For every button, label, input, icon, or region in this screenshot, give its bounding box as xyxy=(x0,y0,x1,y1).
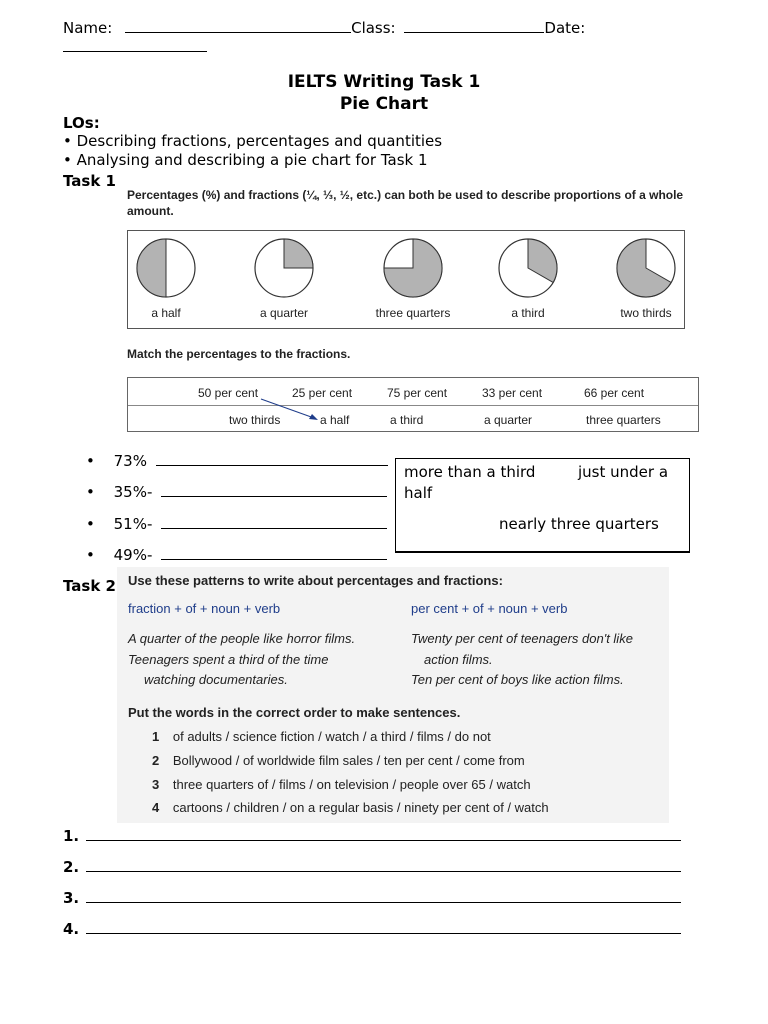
task1-intro: Percentages (%) and fractions (¼, ⅓, ½, etc.) can both be used to describe proportions of a whole amount. xyxy=(127,188,684,218)
pie-half xyxy=(137,239,195,297)
pie-quarter-wedge xyxy=(284,239,313,268)
example-match-arrow xyxy=(128,378,700,433)
pie-label-quarter: a quarter xyxy=(259,306,309,320)
task1-image-panel xyxy=(118,180,702,436)
fraction-two-thirds: two thirds xyxy=(229,413,281,427)
bullet-51-answer[interactable] xyxy=(161,515,387,529)
bullet-73-answer[interactable] xyxy=(156,452,388,466)
answer-row-1: 1. xyxy=(63,827,681,845)
los-heading: LOs: xyxy=(63,114,100,132)
bullet-35-label: 35%- xyxy=(113,483,153,501)
bullet-51-label: 51%- xyxy=(113,515,153,533)
pie-three-quarters xyxy=(384,239,442,297)
order-item-1: 1 of adults / science fiction / watch / a third / films / do not xyxy=(152,729,491,744)
pie-third xyxy=(499,239,557,297)
bullet-73-label: 73% xyxy=(113,452,147,470)
answer-row-2: 2. xyxy=(63,858,681,876)
task2-label: Task 2 xyxy=(63,577,116,595)
pie-label-half: a half xyxy=(151,306,181,320)
percent-75: 75 per cent xyxy=(387,386,448,400)
task2-intro: Use these patterns to write about percentages and fractions: xyxy=(128,573,503,588)
pie-label-three-quarters: three quarters xyxy=(375,306,451,320)
pattern-fraction: fraction + of + noun + verb xyxy=(128,601,281,616)
pie-chart-row xyxy=(128,235,684,305)
bullet-73: • 73% xyxy=(86,452,388,470)
answer-line-2[interactable] xyxy=(86,858,681,872)
fraction-a-half: a half xyxy=(320,413,350,427)
answer-line-1[interactable] xyxy=(86,827,681,841)
class-field[interactable] xyxy=(404,19,544,33)
example-2b: action films. xyxy=(424,652,493,667)
bullet-51: • 51%- xyxy=(86,515,387,533)
example-2c: Ten per cent of boys like action films. xyxy=(411,672,624,687)
los-item-2: • Analysing and describing a pie chart for Task 1 xyxy=(63,151,428,169)
fraction-a-third: a third xyxy=(390,413,424,427)
pie-examples-box xyxy=(127,230,685,329)
pie-two-thirds xyxy=(617,239,675,297)
page-subtitle: Pie Chart xyxy=(339,94,429,114)
task2-image-panel xyxy=(117,567,669,823)
order-item-4: 4 cartoons / children / on a regular basis / ninety per cent of / watch xyxy=(152,800,549,815)
fraction-three-quarters: three quarters xyxy=(586,413,661,427)
example-1c: watching documentaries. xyxy=(144,672,288,687)
name-field[interactable] xyxy=(125,19,351,33)
bullet-49-label: 49%- xyxy=(113,546,153,564)
pie-quarter xyxy=(255,239,313,297)
phrase-nearly-three-quarters: nearly three quarters xyxy=(499,515,659,533)
pie-half-wedge xyxy=(137,239,166,297)
order-item-3: 3 three quarters of / films / on television / people over 65 / watch xyxy=(152,777,531,792)
pie-label-third: a third xyxy=(511,306,545,320)
task1-label: Task 1 xyxy=(63,172,116,190)
order-heading: Put the words in the correct order to make sentences. xyxy=(128,705,461,720)
phrase-more-than-third: more than a third xyxy=(404,463,536,481)
phrase-just-under: just under a xyxy=(578,463,669,481)
match-heading: Match the percentages to the fractions. xyxy=(127,347,351,361)
match-table xyxy=(127,377,699,432)
example-1b: Teenagers spent a third of the time xyxy=(128,652,329,667)
pie-label-two-thirds: two thirds xyxy=(620,306,672,320)
fraction-a-quarter: a quarter xyxy=(484,413,533,427)
percent-25: 25 per cent xyxy=(292,386,353,400)
los-item-1: • Describing fractions, percentages and quantities xyxy=(63,132,443,150)
date-field[interactable] xyxy=(63,38,207,52)
header-row xyxy=(63,18,723,38)
answer-row-3: 3. xyxy=(63,889,681,907)
bullet-35-answer[interactable] xyxy=(161,483,387,497)
order-item-2: 2 Bollywood / of worldwide film sales / ten per cent / come from xyxy=(152,753,525,768)
bullet-49-answer[interactable] xyxy=(161,546,387,560)
date-label: Date: xyxy=(544,19,586,37)
example-1a: A quarter of the people like horror films. xyxy=(128,631,356,646)
example-2a: Twenty per cent of teenagers don't like xyxy=(411,631,633,646)
percent-50: 50 per cent xyxy=(198,386,259,400)
class-label: Class: xyxy=(351,19,396,37)
word-box xyxy=(395,458,690,553)
answer-row-4: 4. xyxy=(63,920,681,938)
pattern-percent: per cent + of + noun + verb xyxy=(411,601,568,616)
phrase-half: half xyxy=(404,484,433,502)
percent-33: 33 per cent xyxy=(482,386,543,400)
bullet-35: • 35%- xyxy=(86,483,387,501)
answer-line-3[interactable] xyxy=(86,889,681,903)
name-label: Name: xyxy=(63,19,113,37)
answer-line-4[interactable] xyxy=(86,920,681,934)
page-title: IELTS Writing Task 1 xyxy=(287,72,481,92)
percent-66: 66 per cent xyxy=(584,386,645,400)
bullet-49: • 49%- xyxy=(86,546,387,564)
